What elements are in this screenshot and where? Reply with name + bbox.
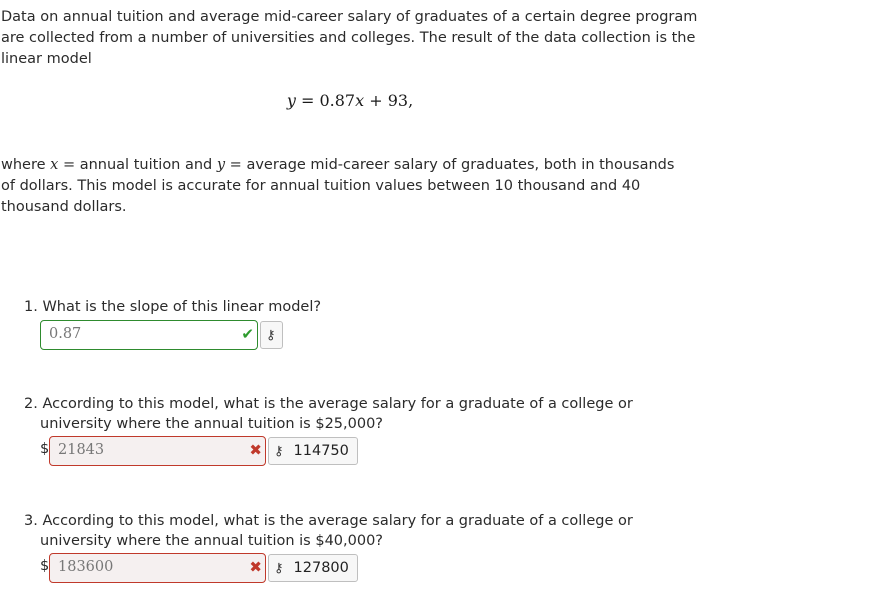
eq-equals: = bbox=[295, 91, 320, 110]
question-2-show-answer-button[interactable] bbox=[268, 437, 358, 465]
eq-rest: + 93, bbox=[364, 91, 414, 110]
where-eq1: = bbox=[58, 157, 80, 173]
problem-intro: Data on annual tuition and average mid-career salary of graduates of a certain degree program are collected from a number of universities and colleges. The result of the data collection is the linear model bbox=[1, 9, 698, 67]
question-1 bbox=[24, 297, 684, 352]
linear-model-equation bbox=[0, 91, 700, 110]
variable-definitions bbox=[1, 155, 691, 218]
key-icon: ⚷ bbox=[274, 560, 284, 576]
question-2-correct-answer: 114750 bbox=[293, 443, 349, 459]
question-3-text: 3. According to this model, what is the average salary for a graduate of a college or university where the annual tuition is $40,000? bbox=[24, 513, 633, 549]
eq-x: x bbox=[355, 91, 365, 110]
question-2-dollar-prefix: $ bbox=[40, 441, 50, 457]
question-2-answer-input[interactable] bbox=[49, 436, 266, 466]
question-2 bbox=[24, 394, 684, 468]
question-2-answer-value: 21843 bbox=[58, 442, 105, 458]
question-3-show-answer-button[interactable] bbox=[268, 554, 358, 582]
correct-check-icon: ✔ bbox=[241, 325, 254, 343]
question-1-answer-input[interactable] bbox=[40, 320, 258, 350]
question-1-answer-value: 0.87 bbox=[49, 326, 82, 342]
question-3-answer-input[interactable] bbox=[49, 553, 266, 583]
question-3 bbox=[24, 511, 684, 585]
question-3-dollar-prefix: $ bbox=[40, 558, 50, 574]
question-1-show-answer-button[interactable] bbox=[260, 321, 283, 349]
incorrect-x-icon: ✖ bbox=[249, 558, 262, 576]
question-2-text: 2. According to this model, what is the average salary for a graduate of a college or university where the annual tuition is $25,000? bbox=[24, 396, 633, 432]
where-x: x bbox=[50, 157, 59, 173]
question-3-correct-answer: 127800 bbox=[293, 560, 349, 576]
where-eq2: = bbox=[225, 157, 247, 173]
eq-y: y bbox=[286, 91, 296, 110]
key-icon: ⚷ bbox=[266, 327, 276, 343]
where-y: y bbox=[216, 157, 226, 173]
where-suffix: average mid-career salary of graduates, both in thousands of dollars. This model is accurate for annual tuition values between 10 thousand and 40 thousand dollars. bbox=[1, 157, 675, 215]
eq-coef: 0.87 bbox=[319, 91, 356, 110]
question-3-answer-value: 183600 bbox=[58, 559, 114, 575]
where-prefix: where bbox=[1, 157, 51, 173]
incorrect-x-icon: ✖ bbox=[249, 441, 262, 459]
question-1-text: 1. What is the slope of this linear model? bbox=[24, 299, 322, 315]
where-mid: annual tuition and bbox=[79, 157, 217, 173]
key-icon: ⚷ bbox=[274, 443, 284, 459]
